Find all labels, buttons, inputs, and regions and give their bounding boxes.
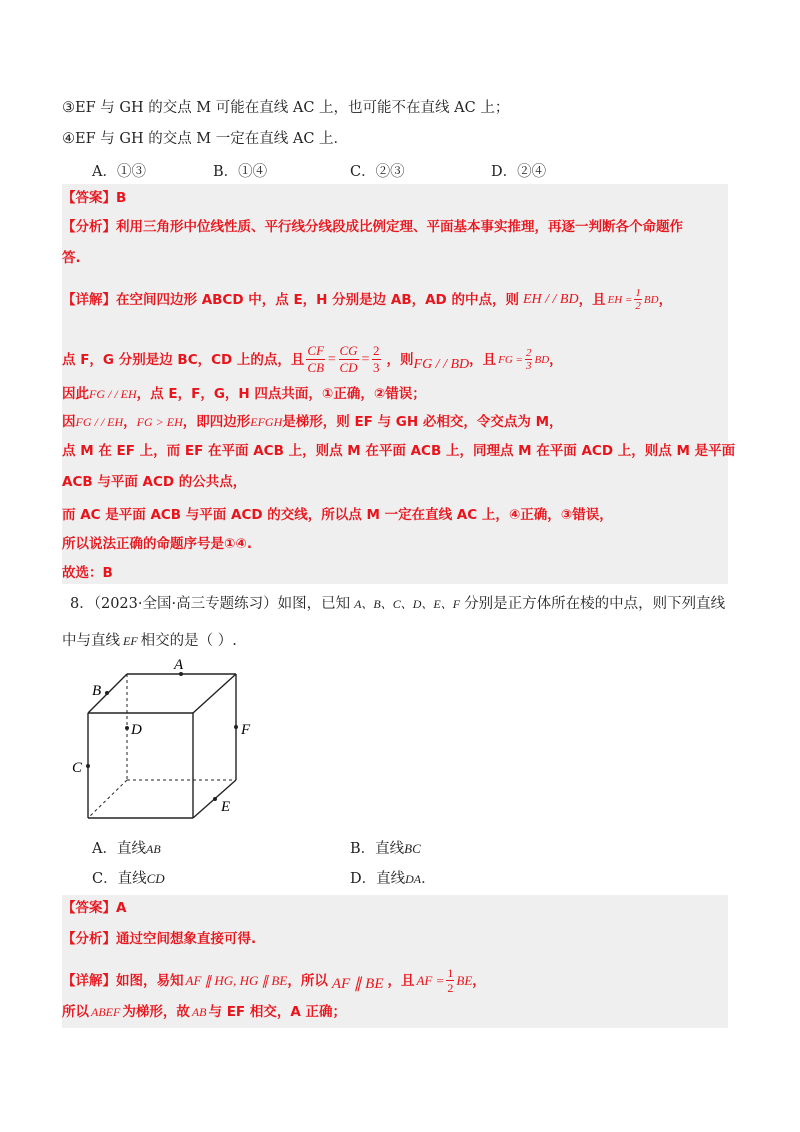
q7-detail-line1	[62, 287, 672, 312]
point-f	[234, 725, 238, 729]
q8-detail-2d: AB	[191, 1005, 207, 1019]
q8-answer: 【答案】A	[62, 900, 127, 916]
label-e: E	[221, 799, 231, 815]
q7-option-c: C．②③	[350, 164, 405, 180]
q7-detail-1c: ，且	[578, 291, 606, 308]
q7-detail-line7: 而 AC 是平面 ACB 与平面 ACD 的交线，所以点 M 一定在直线 AC 上，④正确，③错误，	[62, 507, 613, 523]
q7-detail-line6: ACB 与平面 ACD 的公共点，	[62, 474, 247, 490]
q7-detail-1e: BD	[643, 293, 659, 306]
q8-option-b: B．直线BC	[350, 841, 421, 857]
q8-option-a: A．直线AB	[92, 841, 161, 857]
q8-stem-line2	[62, 631, 237, 651]
q8-stem-line1	[62, 594, 725, 614]
q7-statement-3: ③EF 与 GH 的交点 M 可能在直线 AC 上，也可能不在直线 AC 上；	[62, 100, 510, 116]
q8-detail-2b: ABEF	[91, 1005, 121, 1019]
label-b: B	[92, 683, 102, 699]
q7-analysis-line1: 【分析】利用三角形中位线性质、平行线分线段成比例定理、平面基本事实推理，再逐一判断各个命题作	[62, 219, 683, 235]
q7-detail-line3	[62, 384, 426, 404]
q8-frac-half: $\frac{1}{2}$	[447, 966, 454, 995]
q7-frac-cf-cb: $\frac{CF}{CB}$	[307, 343, 325, 375]
q7-option-d: D．②④	[491, 164, 547, 180]
q7-detail-2b: ，则	[386, 351, 414, 368]
q7-detail-3c: ，点 E，F，G，H 四点共面，①正确，②错误；	[136, 386, 426, 402]
q8-stem-1b: A、B、C、D、E、F	[354, 597, 461, 611]
q7-equals-2: =	[360, 351, 371, 367]
point-b	[105, 691, 109, 695]
q7-detail-line2	[62, 343, 563, 376]
q7-detail-4c: ，	[123, 414, 137, 430]
q7-option-a: A．①③	[92, 164, 146, 180]
label-d: D	[131, 722, 142, 738]
q7-frac-two-thirds: $\frac{2}{3}$	[373, 343, 380, 375]
q8-option-c: C．直线CD	[92, 871, 165, 887]
q7-detail-2f: BD	[534, 353, 550, 366]
q8-detail-2c: 为梯形，故	[122, 1004, 190, 1020]
q8-detail-2a: 所以	[62, 1004, 89, 1020]
label-a: A	[174, 657, 184, 673]
q8-stem-2b: EF	[123, 634, 138, 648]
point-d	[125, 726, 129, 730]
q7-detail-1d: EH =	[607, 293, 633, 306]
point-c	[86, 764, 90, 768]
label-f: F	[241, 722, 251, 738]
q8-detail-line2	[62, 1002, 346, 1022]
q7-frac-23-small: $\frac{2}{3}$	[525, 347, 532, 372]
q7-detail-4e: ，即四边形	[182, 414, 251, 430]
q7-option-b: B．①④	[213, 164, 268, 180]
q8-stem-2a: 中与直线	[62, 633, 120, 649]
q8-option-d: D．直线DA．	[350, 871, 436, 887]
label-c: C	[72, 760, 83, 776]
q8-analysis: 【分析】通过空间想象直接可得.	[62, 931, 257, 947]
q7-detail-1f: ，	[658, 291, 673, 308]
q7-detail-line5: 点 M 在 EF 上，而 EF 在平面 ACB 上，则点 M 在平面 ACB 上，同理点 M 在平面 ACD 上，则点 M 是平面	[62, 443, 736, 459]
q7-statement-4: ④EF 与 GH 的交点 M 一定在直线 AC 上．	[62, 131, 349, 147]
q7-analysis-line2: 答.	[62, 250, 81, 266]
q7-detail-line4	[62, 412, 563, 432]
q7-choose: 故选：B	[62, 565, 113, 581]
cube-edge	[193, 674, 236, 713]
q8-stem-1c: 分别是正方体所在棱的中点，则下列直线	[464, 596, 726, 612]
q7-detail-2g: ，	[549, 351, 563, 368]
q7-detail-1b: EH / / BD	[522, 291, 579, 307]
q8-stem-1a: 8．（2023·全国·高三专题练习）如图，已知	[70, 596, 351, 612]
cube-hidden-edge	[88, 780, 127, 818]
q7-detail-line8: 所以说法正确的命题序号是①④.	[62, 536, 252, 552]
q8-detail-1d: AF ∥ BE	[331, 975, 384, 992]
q7-detail-4g: 是梯形，则 EF 与 GH 必相交，令交点为 M，	[282, 414, 563, 430]
q7-detail-4f: EFGH	[250, 415, 283, 429]
q7-frac-half: $\frac{1}{2}$	[635, 287, 641, 312]
q7-detail-3b: FG / / EH	[89, 387, 137, 401]
q8-detail-1f: AF =	[416, 972, 445, 988]
q7-detail-2e: FG =	[498, 353, 523, 366]
point-e	[213, 797, 217, 801]
q7-detail-3a: 因此	[62, 386, 89, 402]
q8-detail-1b: AF ∥ HG, HG ∥ BE	[185, 972, 288, 988]
q8-detail-1e: ，且	[387, 972, 415, 989]
cube-figure	[60, 650, 270, 830]
q8-detail-2e: 与 EF 相交，A 正确；	[208, 1004, 346, 1020]
q7-equals-1: =	[327, 351, 337, 367]
q7-detail-2d: ，且	[469, 351, 497, 368]
q7-frac-cg-cd: $\frac{CG}{CD}$	[339, 343, 358, 375]
q7-answer: 【答案】B	[62, 190, 127, 206]
q7-detail-2c: FG / / BD	[413, 356, 470, 372]
q7-detail-4a: 因	[62, 414, 76, 430]
q8-stem-2c: 相交的是（ ）.	[140, 633, 237, 649]
q8-detail-1a: 【详解】如图，易知	[62, 972, 184, 989]
q8-detail-1g: BE	[456, 972, 473, 988]
q8-detail-line1	[62, 966, 486, 995]
q8-detail-1h: ，	[472, 972, 486, 989]
q7-detail-1a: 【详解】在空间四边形 ABCD 中，点 E，H 分别是边 AB，AD 的中点，则	[62, 291, 519, 308]
q8-detail-1c: ，所以	[287, 972, 328, 989]
q7-detail-2a: 点 F，G 分别是边 BC，CD 上的点，且	[62, 351, 305, 368]
q7-detail-4d: FG > EH	[136, 415, 183, 429]
q7-detail-4b: FG / / EH	[75, 415, 124, 429]
